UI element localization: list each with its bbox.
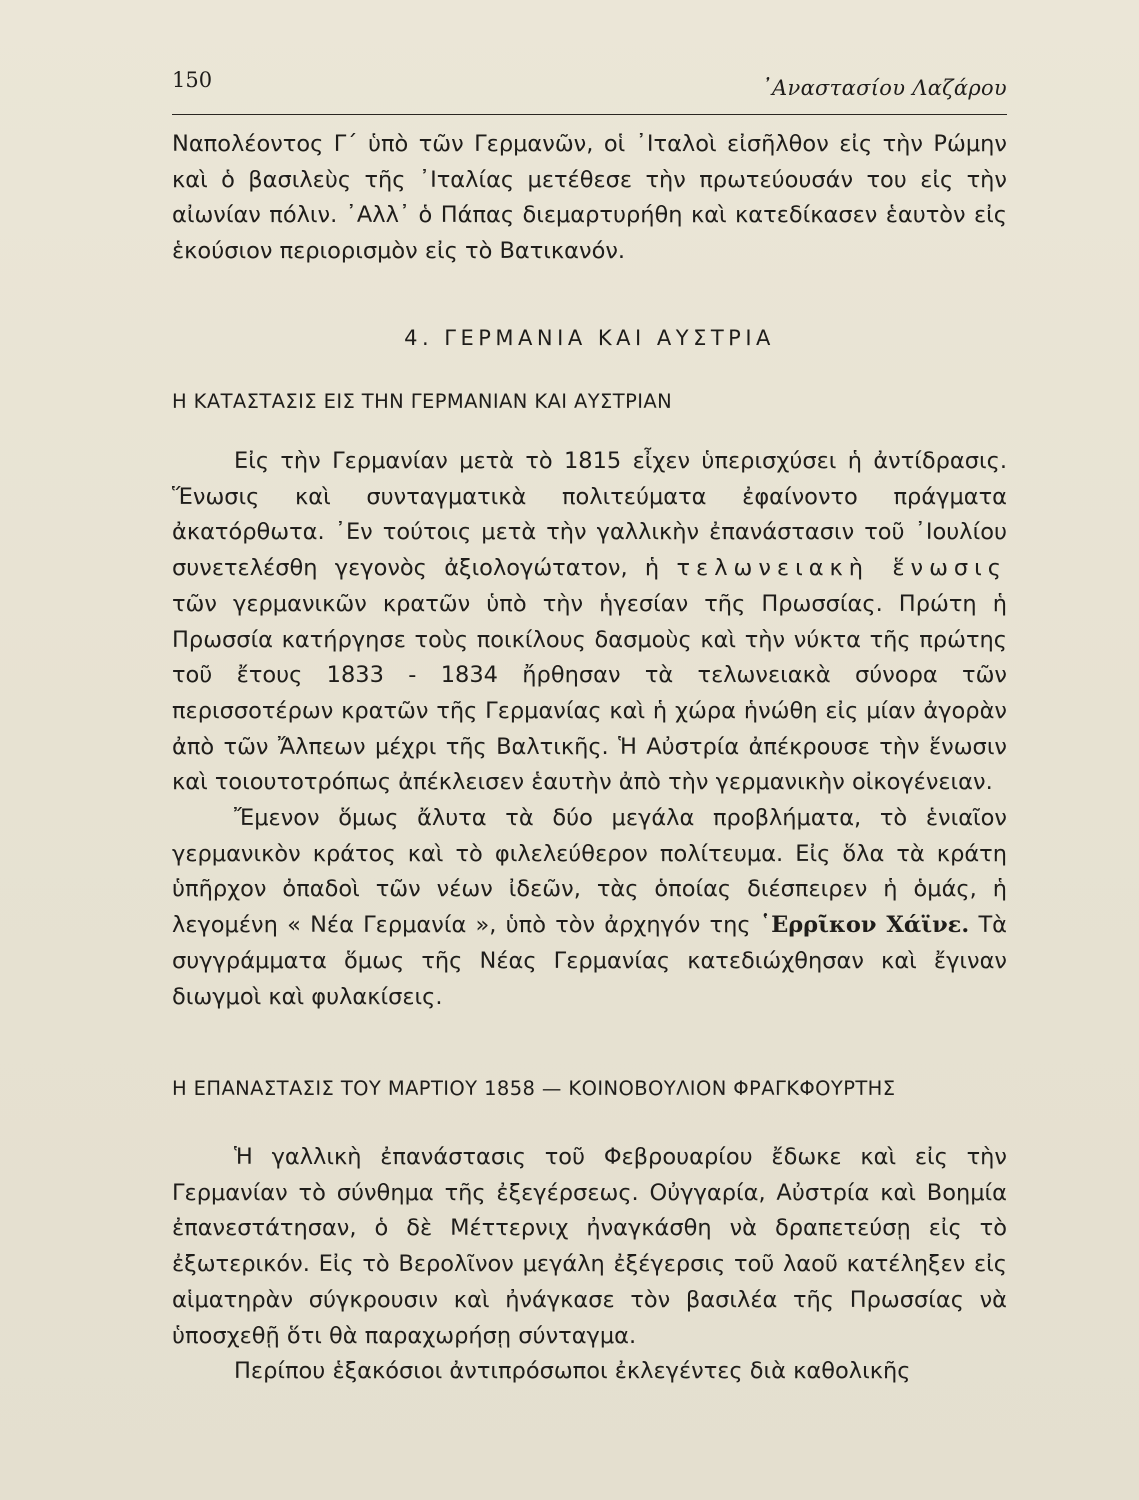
page-number: 150 [172,68,213,92]
paragraph-2-text-a: Εἰς τὴν Γερμανίαν μετὰ τὸ 1815 εἶχεν ὑπερισχύσει ἡ ἀντίδρασις. Ἕνωσις καὶ συνταγματικὰ πολιτεύματα ἐφαίνοντο πράγματα ἀκατόρθωτα. ᾿Εν τούτοις μετὰ τὴν γαλλικὴν ἐπανάστασιν τοῦ ᾿Ιουλίου συνετελέσθη γεγονὸς ἀξιολογώτατον, ἡ [172,448,1007,582]
paragraphs-block-1 [172,444,1007,1015]
paragraphs-block-2 [172,1140,1007,1390]
paragraph-4: Ἡ γαλλικὴ ἐπανάστασις τοῦ Φεβρουαρίου ἔδωκε καὶ εἰς τὴν Γερμανίαν τὸ σύνθημα τῆς ἐξεγέρσεως. Οὐγγαρία, Αὐστρία καὶ Βοημία ἐπανεστάτησαν, ὁ δὲ Μέττερνιχ ἠναγκάσθη νὰ δραπετεύσῃ εἰς τὸ ἐξωτερικόν. Εἰς τὸ Βερολῖνον μεγάλη ἐξέγερσις τοῦ λαοῦ κατέληξεν εἰς αἱματηρὰν σύγκρουσιν καὶ ἠνάγκασε τὸν βασιλέα τῆς Πρωσσίας νὰ ὑποσχεθῇ ὅτι θὰ παραχωρήσῃ σύνταγμα. [172,1144,1007,1349]
emphasis-spaced: τελωνειακὴ ἕνωσις [676,555,1008,582]
paragraph-5: Περίπου ἑξακόσιοι ἀντιπρόσωποι ἐκλεγέντες διὰ καθολικῆς [234,1358,911,1385]
paragraph-2-text-b: τῶν γερμανικῶν κρατῶν ὑπὸ τὴν ἡγεσίαν τῆς Πρωσσίας. Πρώτη ἡ Πρωσσία κατήργησε τοὺς ποικίλους δασμοὺς καὶ τὴν νύκτα τῆς πρώτης τοῦ ἔτους 1833 - 1834 ἤρθησαν τὰ τελωνειακὰ σύνορα τῶν περισσοτέρων κρατῶν τῆς Γερμανίας καὶ ἡ χώρα ἡνώθη εἰς μίαν ἀγορὰν ἀπὸ τῶν Ἄλπεων μέχρι τῆς Βαλτικῆς. Ἡ Αὐστρία ἀπέκρουσε τὴν ἕνωσιν καὶ τοιουτοτρόπως ἀπέκλεισεν ἑαυτὴν ἀπὸ τὴν γερμανικὴν οἰκογένειαν. [172,590,1007,796]
paragraph-1-text: Ναπολέοντος Γ΄ ὑπὸ τῶν Γερμανῶν, οἱ ᾿Ιταλοὶ εἰσῆλθον εἰς τὴν Ρώμην καὶ ὁ βασιλεὺς τῆς ᾿Ιταλίας μετέθεσε τὴν πρωτεύουσάν του εἰς τὴν αἰωνίαν πόλιν. ᾿Αλλ᾿ ὁ Πάπας διεμαρτυρήθη καὶ κατεδίκασεν ἑαυτὸν εἰς ἑκούσιον περιορισμὸν εἰς τὸ Βατικανόν. [172,131,1007,265]
page-header [172,62,1007,115]
paragraph-2 [172,444,1007,801]
subheading-revolution-1858: Η ΕΠΑΝΑΣΤΑΣΙΣ ΤΟΥ ΜΑΡΤΙΟΥ 1858 — ΚΟΙΝΟΒΟΥΛΙΟΝ ΦΡΑΓΚΦΟΥΡΤΗΣ [172,1077,896,1100]
emphasis-bold-name: ῾Ερρῖκον Χάϊνε. [759,912,970,939]
paragraph-3 [172,801,1007,1015]
subheading-germany-austria: Η ΚΑΤΑΣΤΑΣΙΣ ΕΙΣ ΤΗΝ ΓΕΡΜΑΝΙΑΝ ΚΑΙ ΑΥΣΤΡΙΑΝ [172,390,673,413]
paragraph-3-text-b: Τὰ συγγράμματα ὅμως τῆς Νέας Γερμανίας κατεδιώχθησαν καὶ ἔγιναν διωγμοὶ καὶ φυλακίσεις. [172,912,1008,1010]
running-head: ᾿Αναστασίου Λαζάρου [761,76,1007,100]
paragraph-1 [172,127,1007,270]
paragraph-3-text-a: Ἔμενον ὅμως ἄλυτα τὰ δύο μεγάλα προβλήματα, τὸ ἑνιαῖον γερμανικὸν κράτος καὶ τὸ φιλελεύθερον πολίτευμα. Εἰς ὅλα τὰ κράτη ὑπῆρχον ὀπαδοὶ τῶν νέων ἰδεῶν, τὰς ὁποίας διέσπειρεν ἡ ὁμάς, ἡ λεγομένη « Νέα Γερμανία », ὑπὸ τὸν ἀρχηγόν της [172,805,1007,939]
section-title: 4. ΓΕΡΜΑΝΙΑ ΚΑΙ ΑΥΣΤΡΙΑ [404,326,775,350]
